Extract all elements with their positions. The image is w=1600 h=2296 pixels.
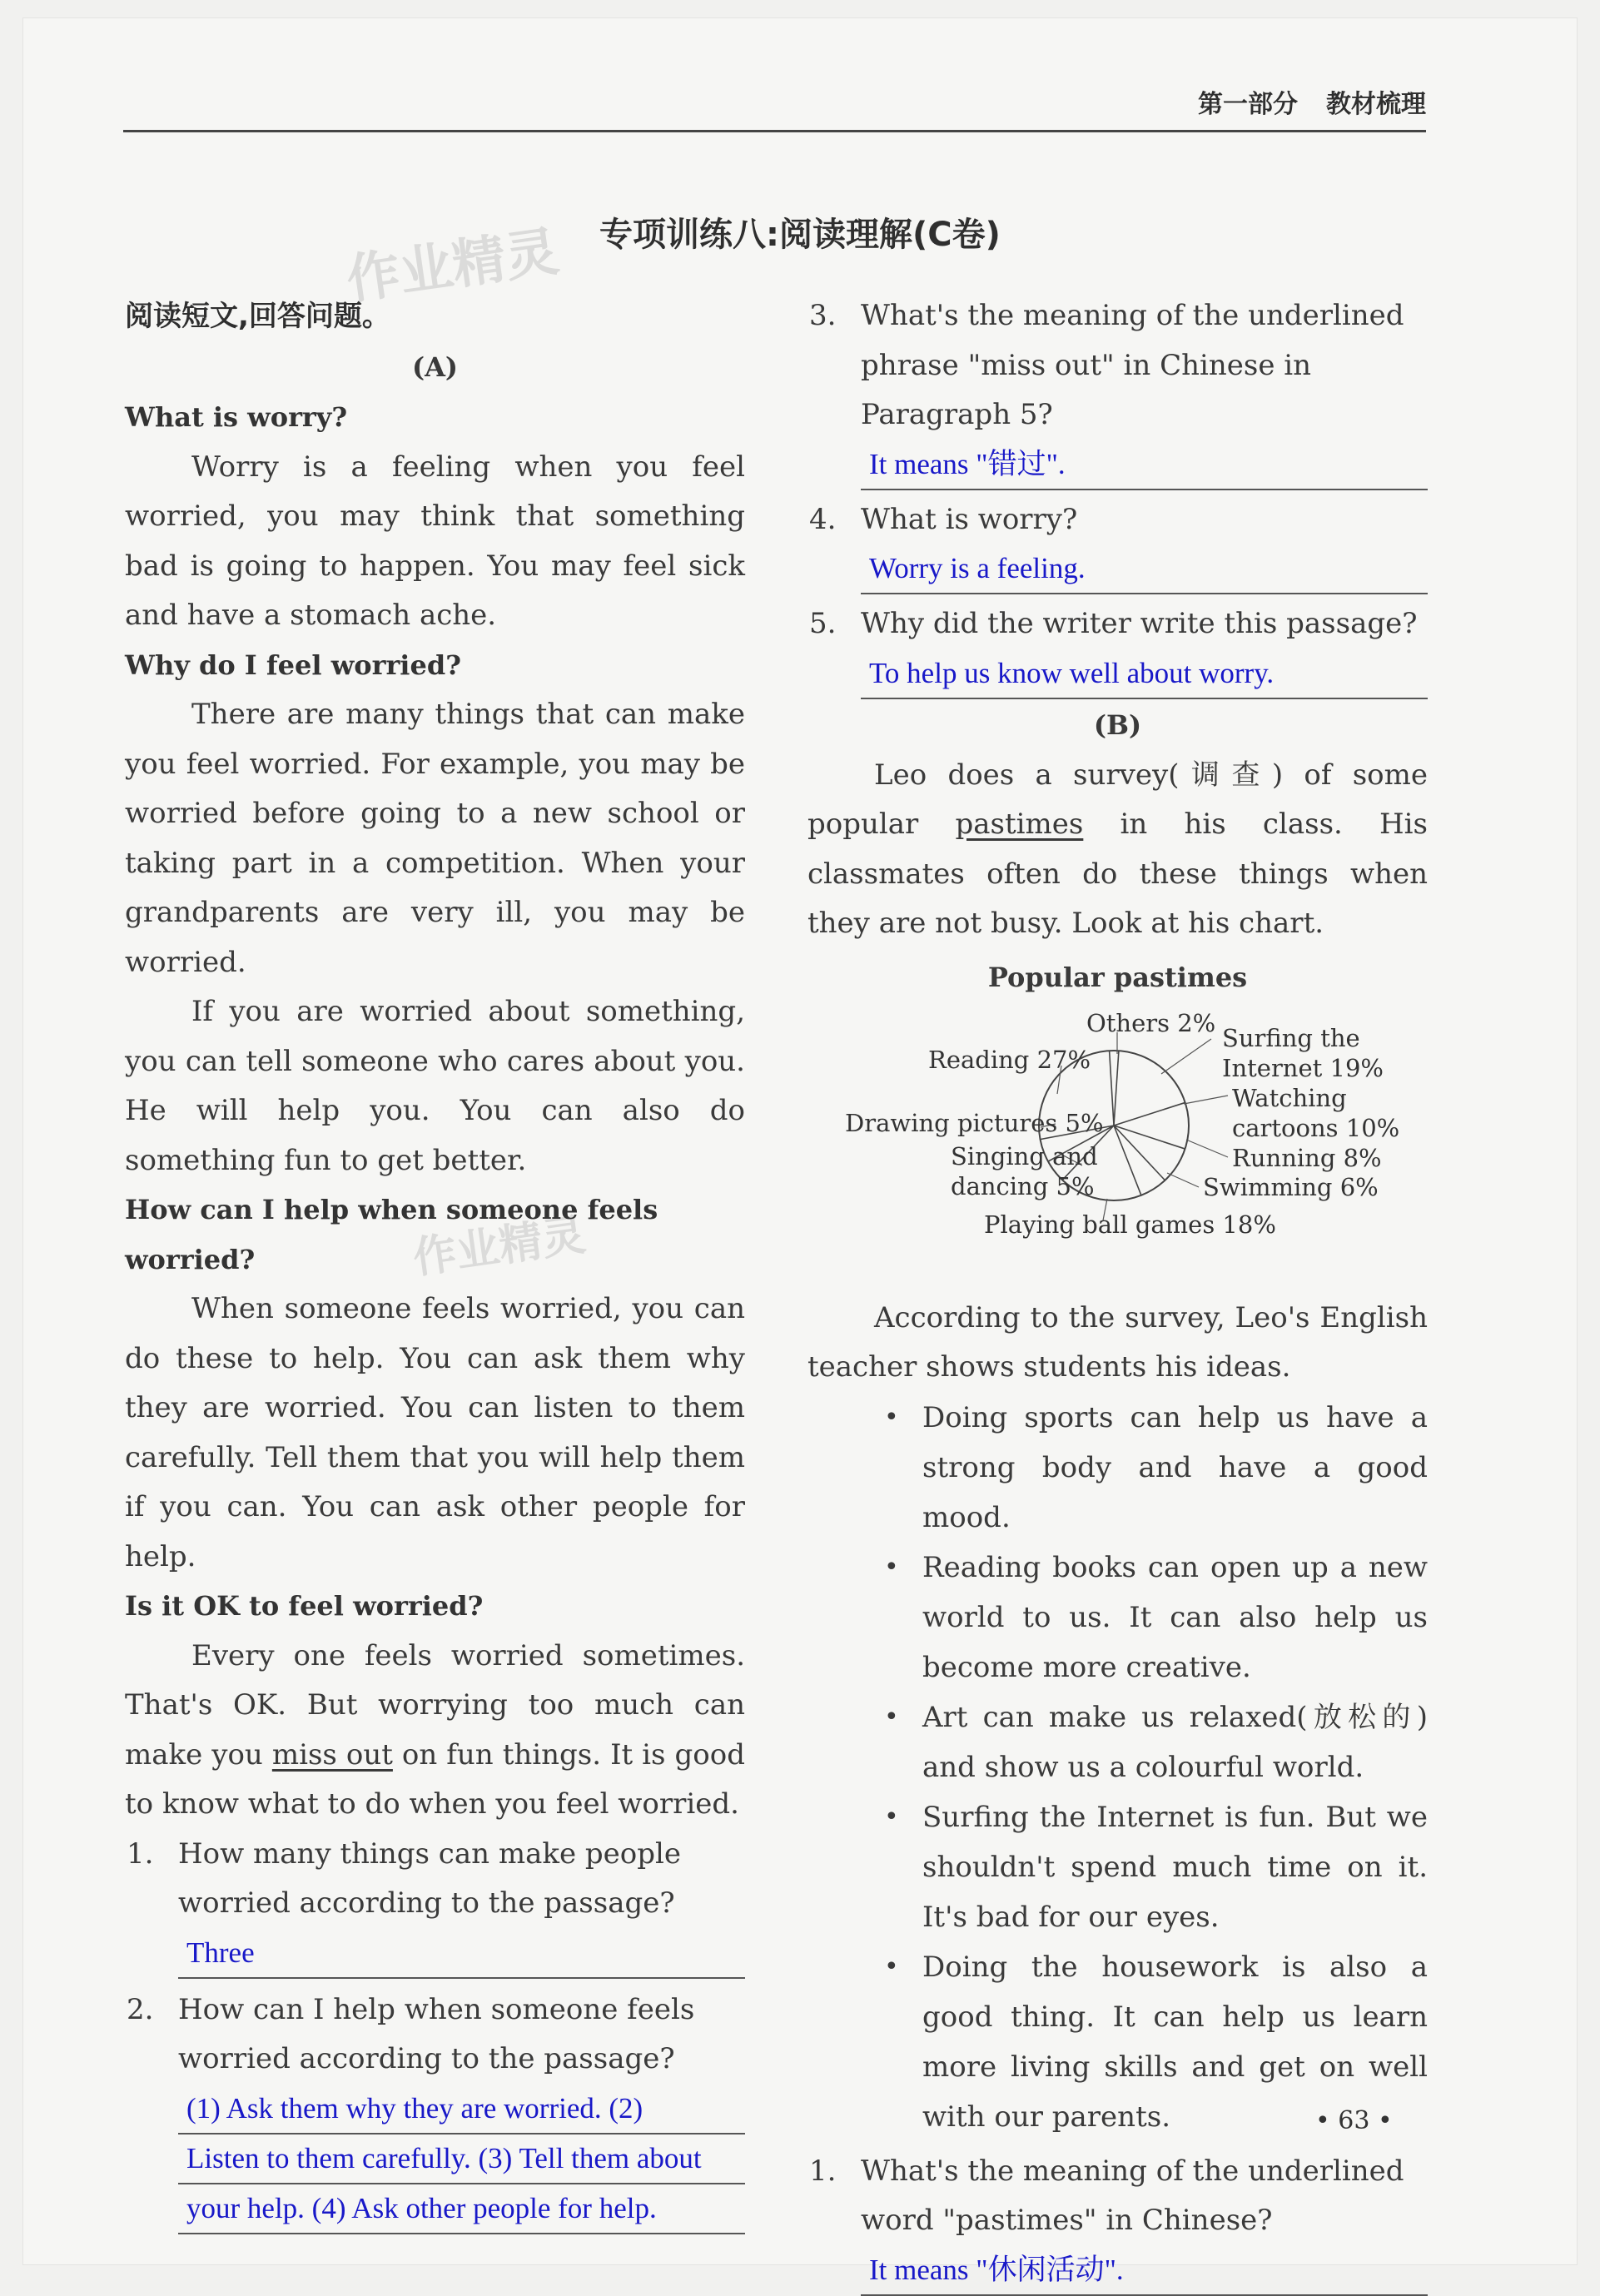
question-text: Why did the writer write this passage?	[861, 607, 1418, 640]
section-heading: What is worry?	[125, 401, 348, 433]
paragraph: There are many things that can make you feel worried. For example, you may be worried before going to a new school or taking part in a competition. When your grandparents are very ill, you may be worried.	[125, 698, 745, 979]
passage-a-label: (A)	[411, 351, 459, 383]
header-section: 教材梳理	[1326, 90, 1426, 119]
bullet-item	[807, 1543, 1428, 1692]
answer-line: It means "休闲活动".	[861, 2246, 1428, 2296]
question-number: 5.	[809, 607, 837, 640]
answer-line: It means "错过".	[861, 440, 1428, 490]
paragraph-text: in his class. His classmates often do these things when they are not busy. Look at his chart.	[807, 808, 1428, 940]
question	[807, 495, 1428, 545]
paragraph-text: on fun things. It is good to know what to do when you feel worried.	[125, 1737, 745, 1821]
bullet-text: Doing the housework is also a good thing. It can help us learn more living skills and get on well with our parents.	[922, 1950, 1428, 2134]
chart-label-singing: dancing 5%	[951, 1171, 1095, 1200]
leader-line	[1161, 1039, 1211, 1074]
bullet-dot: •	[884, 1802, 899, 1831]
answer-line: Three	[178, 1929, 745, 1979]
chart-label-reading: Reading 27%	[928, 1045, 1091, 1074]
question-number: 2.	[127, 1992, 154, 2026]
chart-label-ball-games: Playing ball games 18%	[984, 1210, 1276, 1239]
passage-b-label: (B)	[1093, 708, 1142, 741]
bullet-dot: •	[884, 1951, 899, 1981]
left-column	[125, 291, 745, 2234]
question-text: How many things can make people worried according to the passage?	[178, 1836, 681, 1920]
underlined-phrase: miss out	[271, 1737, 393, 1772]
chart-label-watching: cartoons 10%	[1232, 1113, 1400, 1142]
instruction: 阅读短文,回答问题。	[125, 300, 390, 333]
chart-label-watching: Watching	[1232, 1083, 1347, 1112]
paragraph	[807, 751, 1428, 949]
header-part: 第一部分	[1198, 90, 1298, 119]
bullet-dot: •	[884, 1552, 899, 1582]
chart-label-surfing: Surfing the	[1222, 1023, 1360, 1052]
answer-line: Worry is a feeling.	[861, 544, 1428, 594]
leader-line	[1186, 1140, 1228, 1157]
bullet-dot: •	[884, 1402, 899, 1432]
question-number: 4.	[809, 502, 837, 536]
paragraph: When someone feels worried, you can do these to help. You can ask them why they are worried. You can listen to them carefully. Tell them that you will help them if you can. You can ask other people for help.	[125, 1292, 745, 1573]
chart-label-swimming: Swimming 6%	[1203, 1172, 1379, 1201]
page-title: 专项训练八:阅读理解(C卷)	[599, 216, 1001, 254]
leader-line	[1184, 1096, 1228, 1104]
pie-chart	[807, 1002, 1428, 1285]
pie-slice-others	[1110, 1051, 1114, 1126]
bullet-text: Reading books can open up a new world to us. It can also help us become more creative.	[922, 1550, 1428, 1684]
paragraph-text: Every one feels worried sometimes. That's OK. But worrying too much can make you	[125, 1638, 745, 1772]
answer-line: (1) Ask them why they are worried. (2)	[178, 2085, 745, 2134]
question-number: 1.	[809, 2154, 837, 2188]
watermark-logo: 作业精灵	[410, 1210, 589, 1285]
answer-line: your help. (4) Ask other people for help.	[178, 2184, 745, 2234]
question	[125, 1830, 745, 1929]
chart-label-drawing: Drawing pictures 5%	[845, 1108, 1104, 1137]
page-number: • 63 •	[1315, 2106, 1393, 2135]
paragraph: Worry is a feeling when you feel worried, you may think that something bad is going to happen. You may feel sick and have a stomach ache.	[125, 450, 745, 632]
paragraph: If you are worried about something, you can tell someone who cares about you. He will help you. You can also do something fun to get better.	[125, 995, 745, 1177]
question	[807, 2147, 1428, 2246]
question	[807, 599, 1428, 649]
paragraph: According to the survey, Leo's English teacher shows students his ideas.	[807, 1300, 1428, 1384]
question-number: 1.	[127, 1836, 154, 1871]
paragraph	[125, 1632, 745, 1830]
bullet-item	[807, 1792, 1428, 1942]
question-text: What's the meaning of the underlined phrase "miss out" in Chinese in Paragraph 5?	[861, 299, 1404, 431]
pie-slice-watching-cartoons	[1114, 1102, 1185, 1126]
bullet-list	[807, 1393, 1428, 2142]
paragraph-text: Leo does a survey(调查) of some popular	[807, 758, 1428, 841]
answer-line: Listen to them carefully. (3) Tell them about	[178, 2134, 745, 2184]
chart-title: Popular pastimes	[987, 961, 1248, 993]
bullet-text: Art can make us relaxed(放松的) and show us a colourful world.	[922, 1700, 1428, 1784]
underlined-word: pastimes	[955, 808, 1084, 841]
question-number: 3.	[809, 299, 837, 332]
right-column	[807, 291, 1428, 2296]
answer-line: To help us know well about worry.	[861, 649, 1428, 699]
section-heading: Why do I feel worried?	[125, 649, 461, 681]
bullet-text: Surfing the Internet is fun. But we shouldn't spend much time on it. It's bad for our eyes.	[922, 1800, 1428, 1934]
chart-label-surfing: Internet 19%	[1222, 1053, 1384, 1082]
question-text: How can I help when someone feels worried according to the passage?	[178, 1992, 695, 2075]
section-heading: Is it OK to feel worried?	[125, 1590, 484, 1622]
pie-slice-playing-ball-games	[1114, 1126, 1141, 1195]
bullet-text: Doing sports can help us have a strong body and have a good mood.	[922, 1400, 1428, 1534]
question	[125, 1985, 745, 2085]
question-text: What's the meaning of the underlined word "pastimes" in Chinese?	[861, 2154, 1404, 2237]
running-header	[123, 83, 1426, 120]
bullet-item	[807, 1393, 1428, 1543]
bullet-dot: •	[884, 1702, 899, 1732]
question	[807, 291, 1428, 440]
leader-line	[1167, 1173, 1199, 1187]
section-heading: How can I help when someone feels worried?	[125, 1194, 658, 1275]
chart-label-others: Others 2%	[1086, 1008, 1216, 1037]
chart-label-singing: Singing and	[951, 1141, 1098, 1170]
chart-label-running: Running 8%	[1232, 1143, 1382, 1172]
watermark-logo: 作业精灵	[342, 221, 563, 312]
header-divider	[123, 130, 1426, 132]
pie-slice-surfing-the-internet	[1114, 1051, 1119, 1126]
question-text: What is worry?	[861, 502, 1078, 536]
bullet-item	[807, 1692, 1428, 1792]
